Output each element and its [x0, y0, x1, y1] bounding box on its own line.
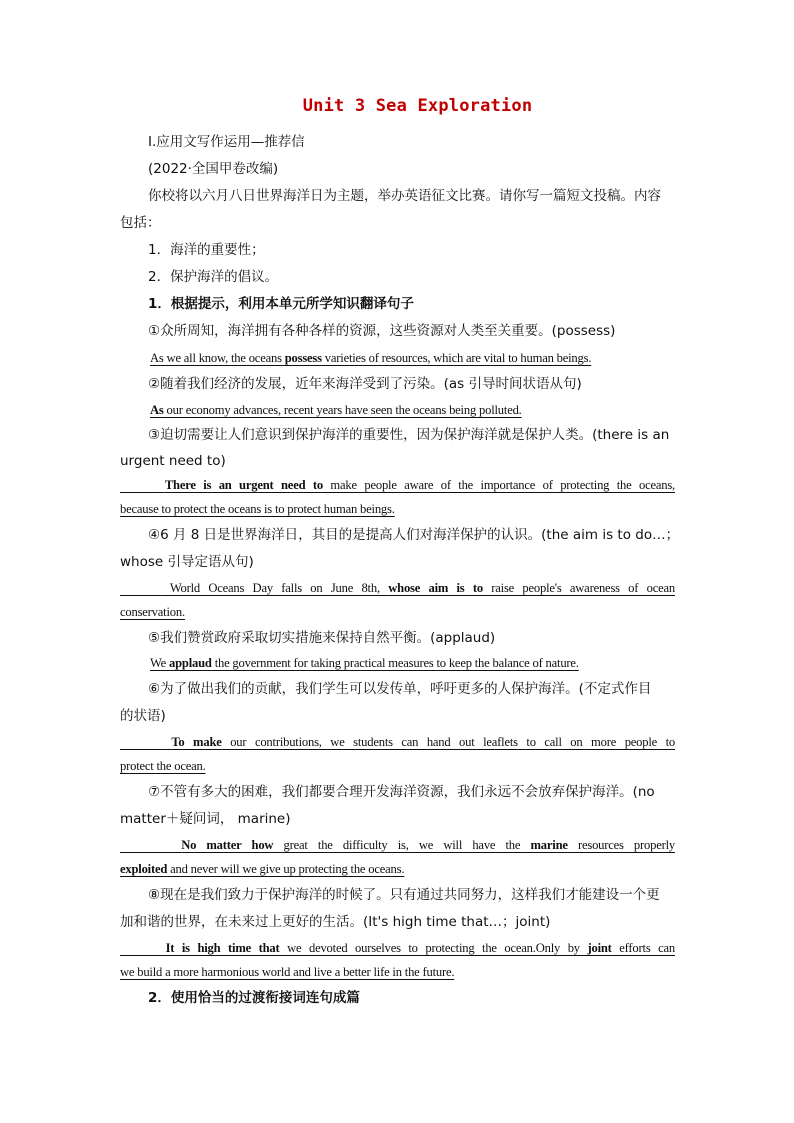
answer-4-cont: conservation. — [120, 605, 185, 619]
source-note: (2022·全国甲卷改编) — [148, 161, 279, 177]
answer-7: No matter how great the difficulty is, we will have the marine resources properly — [181, 838, 675, 852]
requirement-2: 2．保护海洋的倡议。 — [148, 269, 279, 285]
answer-3: There is an urgent need to make people aware of the importance of protecting the oceans, — [164, 478, 675, 492]
answer-6-cont: protect the ocean. — [120, 759, 206, 773]
answer-8-cont: we build a more harmonious world and live a better life in the future. — [120, 965, 455, 979]
question-2: ②随着我们经济的发展，近年来海洋受到了污染。(as 引导时间状语从句) — [148, 376, 582, 392]
question-6: ⑥为了做出我们的贡献，我们学生可以发传单，呼吁更多的人保护海洋。(不定式作目 — [148, 681, 652, 697]
question-6-cont: 的状语) — [120, 708, 166, 724]
answer-4: World Oceans Day falls on June 8th, whose aim is to raise people's awareness of ocean — [161, 581, 675, 595]
prompt-text-2: 包括： — [120, 215, 161, 231]
question-4: ④6 月 8 日是世界海洋日，其目的是提高人们对海洋保护的认识。(the aim is to do…； — [148, 527, 680, 543]
task-heading-1: 1．根据提示，利用本单元所学知识翻译句子 — [148, 296, 414, 312]
question-3: ③迫切需要让人们意识到保护海洋的重要性，因为保护海洋就是保护人类。(there is an — [148, 427, 670, 443]
requirement-1: 1．海洋的重要性； — [148, 242, 265, 258]
answer-5: We applaud the government for taking practical measures to keep the balance of nature. — [150, 656, 579, 670]
question-3-cont: urgent need to) — [120, 453, 226, 469]
prompt-text-1: 你校将以六月八日世界海洋日为主题，举办英语征文比赛。请你写一篇短文投稿。内容 — [148, 188, 661, 204]
question-8: ⑧现在是我们致力于保护海洋的时候了。只有通过共同努力，这样我们才能建设一个更 — [148, 887, 660, 903]
answer-3-cont: because to protect the oceans is to protect human beings. — [120, 502, 395, 516]
answer-1: As we all know, the oceans possess varieties of resources, which are vital to human beings. — [150, 351, 592, 365]
question-1: ①众所周知，海洋拥有各种各样的资源，这些资源对人类至关重要。(possess) — [148, 323, 616, 339]
question-5: ⑤我们赞赏政府采取切实措施来保持自然平衡。(applaud) — [148, 630, 496, 646]
question-4-cont: whose 引导定语从句) — [120, 554, 254, 570]
question-7-cont: matter＋疑问词， marine) — [120, 811, 291, 827]
task-heading-2: 2．使用恰当的过渡衔接词连句成篇 — [148, 990, 360, 1006]
answer-6: To make our contributions, we students can hand out leaflets to call on more people to — [171, 735, 676, 749]
question-8-cont: 加和谐的世界，在未来过上更好的生活。(It's high time that…；joint) — [120, 914, 551, 930]
question-7: ⑦不管有多大的困难，我们都要合理开发海洋资源，我们永远不会放弃保护海洋。(no — [148, 784, 655, 800]
page-title: Unit 3 Sea Exploration — [302, 96, 533, 116]
answer-2: As our economy advances, recent years have seen the oceans being polluted. — [150, 403, 522, 417]
answer-7-cont: exploited and never will we give up protecting the oceans. — [120, 862, 405, 876]
section-heading: Ⅰ.应用文写作运用—推荐信 — [148, 134, 305, 150]
answer-8: It is high time that we devoted ourselves to protecting the ocean.Only by joint efforts can — [165, 941, 675, 955]
